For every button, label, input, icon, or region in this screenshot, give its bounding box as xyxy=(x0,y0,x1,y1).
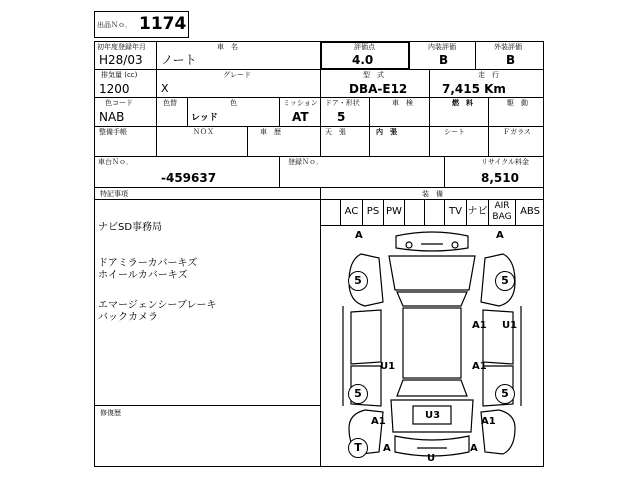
drive-label: 駆 動 xyxy=(507,99,528,107)
nox-cell xyxy=(156,126,248,157)
notes-text xyxy=(98,222,216,324)
registration-label: 登録Ｎｏ． xyxy=(288,158,323,166)
roof-label: 天 張 xyxy=(325,128,346,136)
history-cell xyxy=(247,126,321,157)
color-code-cell xyxy=(94,97,157,127)
note-line: ナビSD事務局 xyxy=(98,222,163,233)
mileage-value: 7,415 Km xyxy=(442,82,506,96)
note-line: ホイールカバーキズ xyxy=(98,270,188,281)
color-code-value: NAB xyxy=(99,110,125,124)
lot-number-box xyxy=(94,11,189,38)
note-line: ドアミラーカバーキズ xyxy=(98,258,198,269)
mark-rear-fender-left: 5 xyxy=(348,384,368,404)
glass-label: Ｆガラス xyxy=(503,128,531,136)
equipment-blank xyxy=(320,199,340,225)
recycle-label: リサイクル料金 xyxy=(481,158,530,166)
mark-fender-left: 5 xyxy=(348,271,368,291)
year-label: 初年度登録年月 xyxy=(97,43,146,51)
doors-cell xyxy=(320,97,370,127)
car-damage-diagram xyxy=(321,226,543,466)
model-label: 型 式 xyxy=(363,71,384,79)
mission-label: ミッション xyxy=(283,99,318,107)
mark-front-left: A xyxy=(355,230,363,241)
maintenance-label: 整備手帳 xyxy=(99,128,127,136)
doors-value: 5 xyxy=(337,110,346,124)
equipment-tv: TV xyxy=(444,199,466,225)
note-line xyxy=(98,234,216,258)
model-cell xyxy=(320,69,430,98)
doors-label: ドア・形状 xyxy=(325,99,360,107)
grade-cell xyxy=(156,69,321,98)
mark-trunk-u3: U3 xyxy=(425,410,441,421)
mark-side-right-a1: A1 xyxy=(472,361,487,372)
score-value: 4.0 xyxy=(352,53,374,67)
hood xyxy=(389,256,475,290)
interior-score-value: B xyxy=(439,53,449,67)
mileage-label: 走 行 xyxy=(478,71,499,79)
repair-label: 修復歴 xyxy=(100,409,121,417)
year-value: H28/03 xyxy=(99,53,143,67)
equipment-ac: AC xyxy=(340,199,362,225)
lot-number-label: 出品Ｎｏ． xyxy=(97,21,132,29)
mission-value: AT xyxy=(292,110,309,124)
color-change-cell xyxy=(156,97,188,127)
color-label: 色 xyxy=(230,99,237,107)
registration-cell xyxy=(279,156,445,188)
exterior-score-value: B xyxy=(506,53,516,67)
equipment-blank xyxy=(404,199,424,225)
mark-fender-right: 5 xyxy=(495,271,515,291)
history-label: 車 歴 xyxy=(260,128,281,136)
chassis-label: 車台Ｎｏ． xyxy=(98,158,133,166)
color-cell xyxy=(187,97,280,127)
equipment-ps: PS xyxy=(362,199,383,225)
equipment-label: 装 備 xyxy=(422,190,443,198)
nox-label: ＮＯＸ xyxy=(193,128,214,136)
interior-score-cell xyxy=(409,41,476,70)
chassis-cell xyxy=(94,156,280,188)
note-line: エマージェンシーブレーキ xyxy=(98,300,217,311)
glass-cell xyxy=(488,126,544,157)
mark-door-right-a1: A1 xyxy=(472,320,487,331)
drive-cell xyxy=(488,97,544,127)
note-line xyxy=(98,282,216,300)
capacity-cell xyxy=(369,97,430,127)
recycle-cell xyxy=(444,156,544,188)
score-label: 評価点 xyxy=(354,43,375,51)
note-line: バックカメラ xyxy=(98,312,158,323)
score-cell xyxy=(320,41,410,70)
headlight-right xyxy=(452,242,458,248)
mark-t: T xyxy=(348,438,368,458)
lot-number-value: 1174 xyxy=(139,14,187,34)
year-cell xyxy=(94,41,157,70)
equipment-blank xyxy=(424,199,444,225)
front-bumper xyxy=(396,232,468,251)
mark-door-right-u1: U1 xyxy=(502,320,518,331)
mark-rear-right-a1: A1 xyxy=(481,416,496,427)
equipment-navi: ナビ xyxy=(466,199,488,225)
displacement-cell xyxy=(94,69,157,98)
mark-bumper-u: U xyxy=(427,453,436,464)
fuel-label: 燃 料 xyxy=(452,99,473,107)
roof-cell xyxy=(320,126,370,157)
capacity-label: 車 検 xyxy=(392,99,413,107)
fuel-cell xyxy=(429,97,489,127)
mark-rear-a-right: A xyxy=(470,443,478,454)
color-name-value: レッド xyxy=(191,113,218,123)
exterior-score-cell xyxy=(475,41,544,70)
car-name-cell xyxy=(156,41,321,70)
mileage-cell xyxy=(429,69,544,98)
mark-rear-a-left: A xyxy=(383,443,391,454)
recycle-value: 8,510 xyxy=(481,171,519,185)
interior-score-label: 内装評価 xyxy=(428,43,456,51)
right-front-door xyxy=(483,310,513,364)
headlight-left xyxy=(406,242,412,248)
car-name-value: ノート xyxy=(161,53,197,67)
exterior-score-label: 外装評価 xyxy=(494,43,522,51)
repair-divider xyxy=(94,405,321,406)
roof xyxy=(403,308,461,378)
color-change-label: 色替 xyxy=(163,99,177,107)
interior-lining-label: 内 張 xyxy=(376,128,397,136)
car-name-label: 車 名 xyxy=(217,43,238,51)
equipment-pw: PW xyxy=(383,199,404,225)
mark-rear-fender-right: 5 xyxy=(495,384,515,404)
chassis-value: -459637 xyxy=(161,171,217,185)
grade-value: X xyxy=(161,82,169,95)
displacement-value: 1200 xyxy=(99,82,130,96)
displacement-label: 排気量 (cc) xyxy=(101,71,138,79)
windshield xyxy=(397,292,467,306)
seat-label: シート xyxy=(444,128,465,136)
seat-cell xyxy=(429,126,489,157)
equipment-abs: ABS xyxy=(515,199,544,225)
grade-label: グレード xyxy=(223,71,251,79)
mark-side-left-u1: U1 xyxy=(380,361,396,372)
model-value: DBA-E12 xyxy=(349,82,408,96)
notes-label: 特記事項 xyxy=(100,190,128,198)
left-front-door xyxy=(351,310,381,364)
interior-lining-cell xyxy=(369,126,430,157)
maintenance-cell xyxy=(94,126,157,157)
mark-rear-left-a1: A1 xyxy=(371,416,386,427)
rear-window xyxy=(397,380,467,396)
mark-front-right: A xyxy=(496,230,504,241)
mission-cell xyxy=(279,97,321,127)
notes-header-line xyxy=(94,199,321,200)
color-code-label: 色コード xyxy=(105,99,133,107)
equipment-airbag: AIR BAG xyxy=(488,199,515,225)
